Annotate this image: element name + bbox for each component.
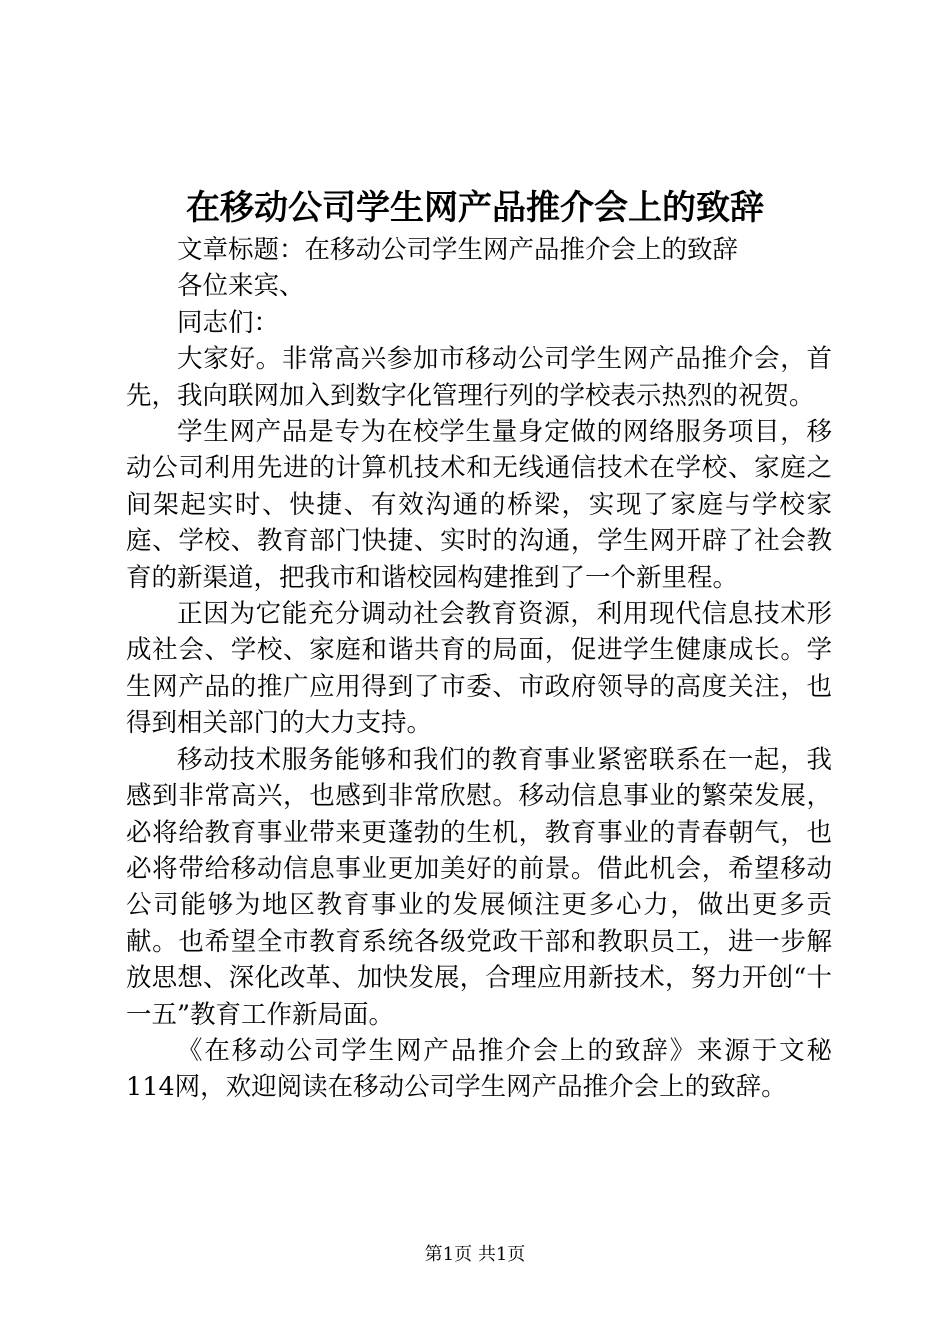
- paragraph-product-intro: 学生网产品是专为在校学生量身定做的网络服务项目，移动公司利用先进的计算机技术和无线通信技术在学校、家庭之间架起实时、快捷、有效沟通的桥梁，实现了家庭与学校家庭、学校、教育部门快捷、实时的沟通，学生网开辟了社会教育的新渠道，把我市和谐校园构建推到了一个新里程。: [126, 417, 832, 593]
- document-body: [126, 232, 832, 1106]
- paragraph-hopes: 移动技术服务能够和我们的教育事业紧密联系在一起，我感到非常高兴，也感到非常欣慰。移动信息事业的繁荣发展，必将给教育事业带来更蓬勃的生机，教育事业的青春朝气，也必将带给移动信息事业更加美好的前景。借此机会，希望移动公司能够为地区教育事业的发展倾注更多心力，做出更多贡献。也希望全市教育系统各级党政干部和教职员工，进一步解放思想、深化改革、加快发展，合理应用新技术，努力开创“十一五”教育工作新局面。: [126, 744, 832, 1030]
- page-footer: 第1页 共1页: [424, 1244, 526, 1265]
- salutation-guests: 各位来宾、: [177, 271, 305, 302]
- paragraph-source: 《在移动公司学生网产品推介会上的致辞》来源于文秘114网，欢迎阅读在移动公司学生网产品推介会上的致辞。: [126, 1035, 832, 1103]
- document-title: 在移动公司学生网产品推介会上的致辞: [186, 188, 764, 228]
- paragraph-greeting: 大家好。非常高兴参加市移动公司学生网产品推介会，首先，我向联网加入到数字化管理行列的学校表示热烈的祝贺。: [126, 344, 832, 411]
- paragraph-resources: 正因为它能充分调动社会教育资源，利用现代信息技术形成社会、学校、家庭和谐共育的局面，促进学生健康成长。学生网产品的推广应用得到了市委、市政府领导的高度关注，也得到相关部门的大力支持。: [126, 599, 832, 739]
- article-title-line: 文章标题：在移动公司学生网产品推介会上的致辞: [177, 235, 739, 265]
- salutation-comrades: 同志们：: [177, 307, 280, 338]
